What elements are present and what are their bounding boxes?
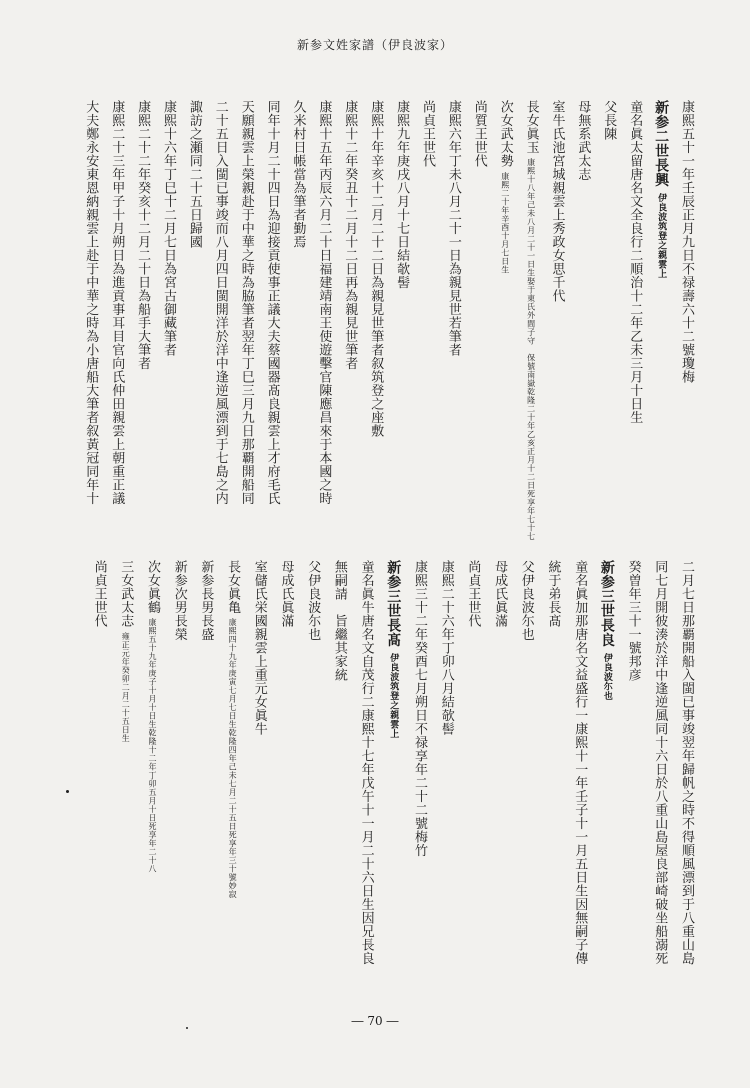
text-column xyxy=(627,560,640,682)
text-column xyxy=(520,560,533,641)
column-text: 新参三世長良 xyxy=(598,560,615,647)
text-column xyxy=(547,560,560,628)
text-column xyxy=(602,100,615,141)
column-text: 長女眞亀 xyxy=(225,560,241,614)
column-text: 母無系武太志 xyxy=(575,100,591,181)
column-text: 尚貞王世代 xyxy=(91,560,107,628)
column-text: 三女武太志 xyxy=(118,560,134,628)
title-subtext: 伊良波筑登之親雲上 xyxy=(656,193,667,279)
text-column xyxy=(551,100,564,303)
column-text: 大夫鄭永安東恩納親雲上赴于中華之時為小唐船大筆者叙黃冠同年十 xyxy=(83,100,99,505)
column-text: 室儲氏栄國親雲上重元女眞牛 xyxy=(251,560,267,736)
column-text: 次女武太勢 xyxy=(497,100,513,168)
generation-heading xyxy=(654,100,668,279)
column-text: 次女眞鶴 xyxy=(145,560,160,614)
column-text: 無嗣請 旨繼其家統 xyxy=(331,560,347,682)
annotation-note: 雍正元年癸卯二月二十五日生 xyxy=(121,631,131,742)
text-column xyxy=(306,560,319,641)
column-text: 長女眞玉 xyxy=(523,100,539,154)
column-text: 康熙十五年丙辰六月二十日福建靖南王使遊擊官陳應昌來于本國之時 xyxy=(316,100,332,505)
text-column xyxy=(84,100,97,505)
column-text: 父長陳 xyxy=(601,100,617,141)
text-column xyxy=(333,560,346,682)
text-column xyxy=(493,560,506,628)
annotation-note: 康熙四十九年庚寅七月七日生乾隆四年己未七月二十五日死享年三十號妙寂 xyxy=(228,618,238,899)
text-column xyxy=(395,100,408,289)
annotation-note: 康熙五十九年庚子十月十日生乾隆十二年丁卯五月十日死享年二十八 xyxy=(148,618,157,873)
text-column xyxy=(499,100,512,274)
generation-heading xyxy=(600,560,614,701)
text-column xyxy=(280,560,293,628)
column-text: 尚貞王世代 xyxy=(465,560,481,628)
column-text: 同七月開彼湊於洋中逢逆風同十六日於八重山島屋良部崎破坐船溺死 xyxy=(652,560,668,965)
column-text: 康熙二十三年甲子十月朔日為進貢事耳目官向氏仲田親雲上朝重正議 xyxy=(109,100,125,505)
text-column xyxy=(226,560,239,899)
text-column xyxy=(653,560,666,965)
column-text: 新参三世長髙 xyxy=(385,560,402,647)
column-text: 康熙五十一年壬辰正月九日不禄壽六十二號瓊梅 xyxy=(679,100,694,384)
column-text: 母成氏眞滿 xyxy=(278,560,294,628)
column-text: 同年十月二十四日為迎接貢使事正議大夫蔡國器髙良親雲上才府毛氏 xyxy=(264,100,280,505)
text-column xyxy=(473,100,486,168)
text-column xyxy=(576,100,589,181)
text-column xyxy=(119,560,132,742)
generation-heading xyxy=(386,560,400,739)
column-text: 癸曽年三十一號邦彦 xyxy=(625,560,641,682)
title-subtext: 伊良波筑登之親雲上 xyxy=(388,653,399,739)
column-text: 諏訪之瀬同二十五日歸國 xyxy=(186,100,202,249)
annotation-note: 康熙十八年己未八月二十一日生娶于東氏外間子守 保號南嶽乾隆二十年乙亥正月十二日死享年七十七 xyxy=(526,158,536,541)
text-column xyxy=(146,560,159,873)
column-text: 童名眞太留唐名文全良行二順治十二年乙未三月十日生 xyxy=(627,100,643,424)
column-text: 康熙二十六年丁卯八月結欹髻 xyxy=(438,560,454,736)
page-number: ― 70 ― xyxy=(351,1014,399,1028)
text-column xyxy=(253,560,266,736)
text-column xyxy=(240,100,253,505)
page-header: 新参文姓家譜（伊良波家） xyxy=(296,38,453,52)
column-text: 尚質王世代 xyxy=(471,100,487,168)
column-text: 父伊良波尓也 xyxy=(518,560,534,641)
text-column xyxy=(173,560,186,641)
column-text: 天願親雲上榮親赴于中華之時為脇筆者翌年丁巳三月九日那覇開船同 xyxy=(238,100,254,505)
column-text: 童名眞加那唐名文益盛行一康熙十一年壬子十一月五日生因無嗣子傳 xyxy=(572,560,588,965)
text-column xyxy=(413,560,426,857)
text-column xyxy=(369,100,382,438)
text-column xyxy=(360,560,373,965)
column-text: 新参二世長興 xyxy=(653,100,670,187)
text-column xyxy=(199,560,212,641)
text-column xyxy=(110,100,123,505)
column-text: 康熙二十二年癸亥十二月二十日為船手大筆者 xyxy=(135,100,151,370)
column-text: 母成氏眞滿 xyxy=(492,560,508,628)
column-text: 統于弟長髙 xyxy=(545,560,561,628)
column-text: 童名眞牛唐名文自茂行二康熙十七年戊午十一月二十六日生因兄長良 xyxy=(358,560,374,965)
text-column xyxy=(680,560,693,965)
text-column xyxy=(292,100,305,249)
column-text: 新参長男長盛 xyxy=(198,560,214,641)
annotation-note: 康熙二十年辛酉十月七日生 xyxy=(500,171,510,274)
text-column xyxy=(628,100,641,424)
text-column xyxy=(421,100,434,168)
text-column xyxy=(447,100,460,357)
column-text: 室牛氏池宮城親雲上秀政女思千代 xyxy=(549,100,565,303)
text-column xyxy=(266,100,279,505)
text-column xyxy=(214,100,227,505)
title-subtext: 伊良波尓也 xyxy=(601,653,612,701)
column-text: 尚貞王世代 xyxy=(420,100,435,168)
column-text: 久米村日帳當為筆者勤焉 xyxy=(290,100,306,249)
column-text: 二十五日入閩已事竣而八月四日閩開洋於洋中逢逆風漂到于七島之内 xyxy=(212,100,228,505)
column-text: 康熙十二年癸丑十二月十二日再為親見世筆者 xyxy=(342,100,358,370)
text-column xyxy=(440,560,453,736)
text-column xyxy=(162,100,175,357)
column-text: 康熙三十二年癸酉七月朔日不禄享年二十二號梅竹 xyxy=(412,560,427,857)
text-column xyxy=(466,560,479,628)
ink-speck xyxy=(66,790,69,793)
column-text: 康熙九年庚戌八月十七日結欹髻 xyxy=(394,100,410,289)
text-column xyxy=(343,100,356,370)
text-column xyxy=(317,100,330,505)
ink-speck xyxy=(186,1027,188,1029)
column-text: 康熙六年丁未八月二十一日為親見世若筆者 xyxy=(445,100,461,357)
column-text: 新参次男長榮 xyxy=(171,560,187,641)
column-text: 父伊良波尓也 xyxy=(305,560,321,641)
column-text: 康熙十年辛亥十二月二十二日為親見世筆者叙筑登之座敷 xyxy=(368,100,384,438)
column-text: 康熙十六年丁巳十二月七日為宮古御藏筆者 xyxy=(161,100,176,357)
text-column xyxy=(680,100,693,384)
text-column xyxy=(188,100,201,249)
text-column xyxy=(573,560,586,965)
text-column xyxy=(93,560,106,628)
text-column xyxy=(136,100,149,370)
column-text: 二月七日那覇開船入閩已事竣翌年歸帆之時不得順風漂到于八重山島 xyxy=(679,560,694,965)
text-column xyxy=(525,100,538,541)
